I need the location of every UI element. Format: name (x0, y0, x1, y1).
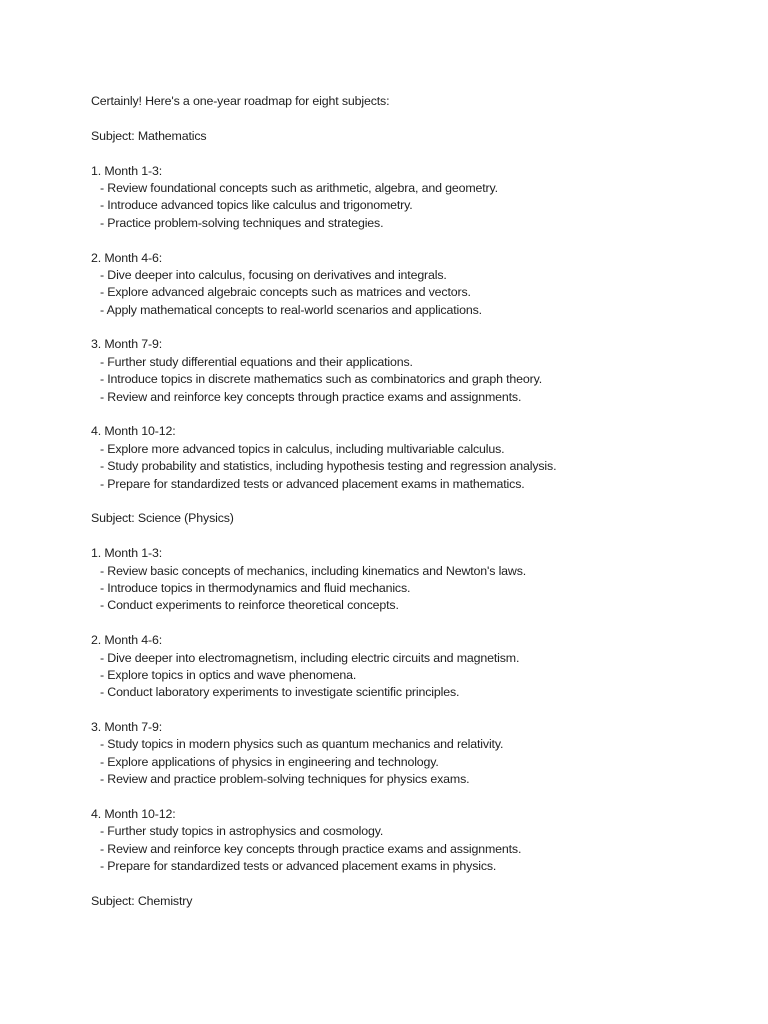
subject-heading: Subject: Chemistry (91, 893, 193, 908)
period-title: 2. Month 4-6: (91, 633, 163, 648)
list-item: - Introduce advanced topics like calculus and trigonometry. (100, 198, 413, 213)
period-block (91, 545, 731, 615)
list-item: - Study probability and statistics, including hypothesis testing and regression analysis. (100, 459, 557, 474)
list-item: - Explore applications of physics in engineering and technology. (100, 754, 439, 769)
period-block (91, 719, 731, 789)
list-item: - Review and practice problem-solving techniques for physics exams. (100, 772, 470, 787)
list-item: - Practice problem-solving techniques and strategies. (100, 215, 384, 230)
list-item: - Conduct experiments to reinforce theoretical concepts. (100, 598, 399, 613)
list-item: - Prepare for standardized tests or advanced placement exams in physics. (100, 859, 497, 874)
list-item: - Review and reinforce key concepts through practice exams and assignments. (100, 389, 522, 404)
period-block (91, 336, 731, 406)
period-block (91, 806, 731, 876)
period-title: 2. Month 4-6: (91, 250, 163, 265)
list-item: - Dive deeper into electromagnetism, including electric circuits and magnetism. (100, 650, 520, 665)
spacer (91, 615, 731, 632)
period-title: 3. Month 7-9: (91, 337, 163, 352)
period-block (91, 423, 731, 493)
list-item: - Review and reinforce key concepts through practice exams and assignments. (100, 841, 522, 856)
spacer (91, 789, 731, 806)
period-block (91, 163, 731, 233)
list-item: - Introduce topics in thermodynamics and fluid mechanics. (100, 580, 411, 595)
subject-section-chemistry (91, 893, 731, 910)
period-title: 3. Month 7-9: (91, 720, 163, 735)
subject-heading: Subject: Science (Physics) (91, 511, 234, 526)
list-item: - Prepare for standardized tests or advanced placement exams in mathematics. (100, 476, 525, 491)
subject-section-mathematics (91, 128, 731, 511)
period-title: 4. Month 10-12: (91, 807, 176, 822)
spacer (91, 319, 731, 336)
list-item: - Study topics in modern physics such as quantum mechanics and relativity. (100, 737, 504, 752)
spacer (91, 145, 731, 162)
period-title: 4. Month 10-12: (91, 424, 176, 439)
intro-text: Certainly! Here's a one-year roadmap for eight subjects: (91, 94, 390, 108)
list-item: - Explore advanced algebraic concepts such as matrices and vectors. (100, 285, 471, 300)
spacer (91, 493, 731, 510)
spacer (91, 232, 731, 249)
list-item: - Further study topics in astrophysics and cosmology. (100, 824, 384, 839)
spacer (91, 528, 731, 545)
subject-heading: Subject: Mathematics (91, 128, 207, 143)
document-body (91, 93, 731, 910)
list-item: - Explore topics in optics and wave phenomena. (100, 667, 357, 682)
spacer (91, 406, 731, 423)
list-item: - Further study differential equations and their applications. (100, 354, 413, 369)
spacer (91, 110, 731, 127)
subject-section-physics (91, 510, 731, 893)
period-title: 1. Month 1-3: (91, 163, 163, 178)
list-item: - Conduct laboratory experiments to investigate scientific principles. (100, 685, 460, 700)
period-title: 1. Month 1-3: (91, 546, 163, 561)
list-item: - Apply mathematical concepts to real-world scenarios and applications. (100, 302, 482, 317)
list-item: - Dive deeper into calculus, focusing on derivatives and integrals. (100, 267, 447, 282)
spacer (91, 876, 731, 893)
period-block (91, 250, 731, 320)
spacer (91, 702, 731, 719)
list-item: - Explore more advanced topics in calculus, including multivariable calculus. (100, 441, 505, 456)
list-item: - Review basic concepts of mechanics, including kinematics and Newton's laws. (100, 563, 527, 578)
list-item: - Review foundational concepts such as arithmetic, algebra, and geometry. (100, 180, 498, 195)
period-block (91, 632, 731, 702)
list-item: - Introduce topics in discrete mathematics such as combinatorics and graph theory. (100, 372, 543, 387)
